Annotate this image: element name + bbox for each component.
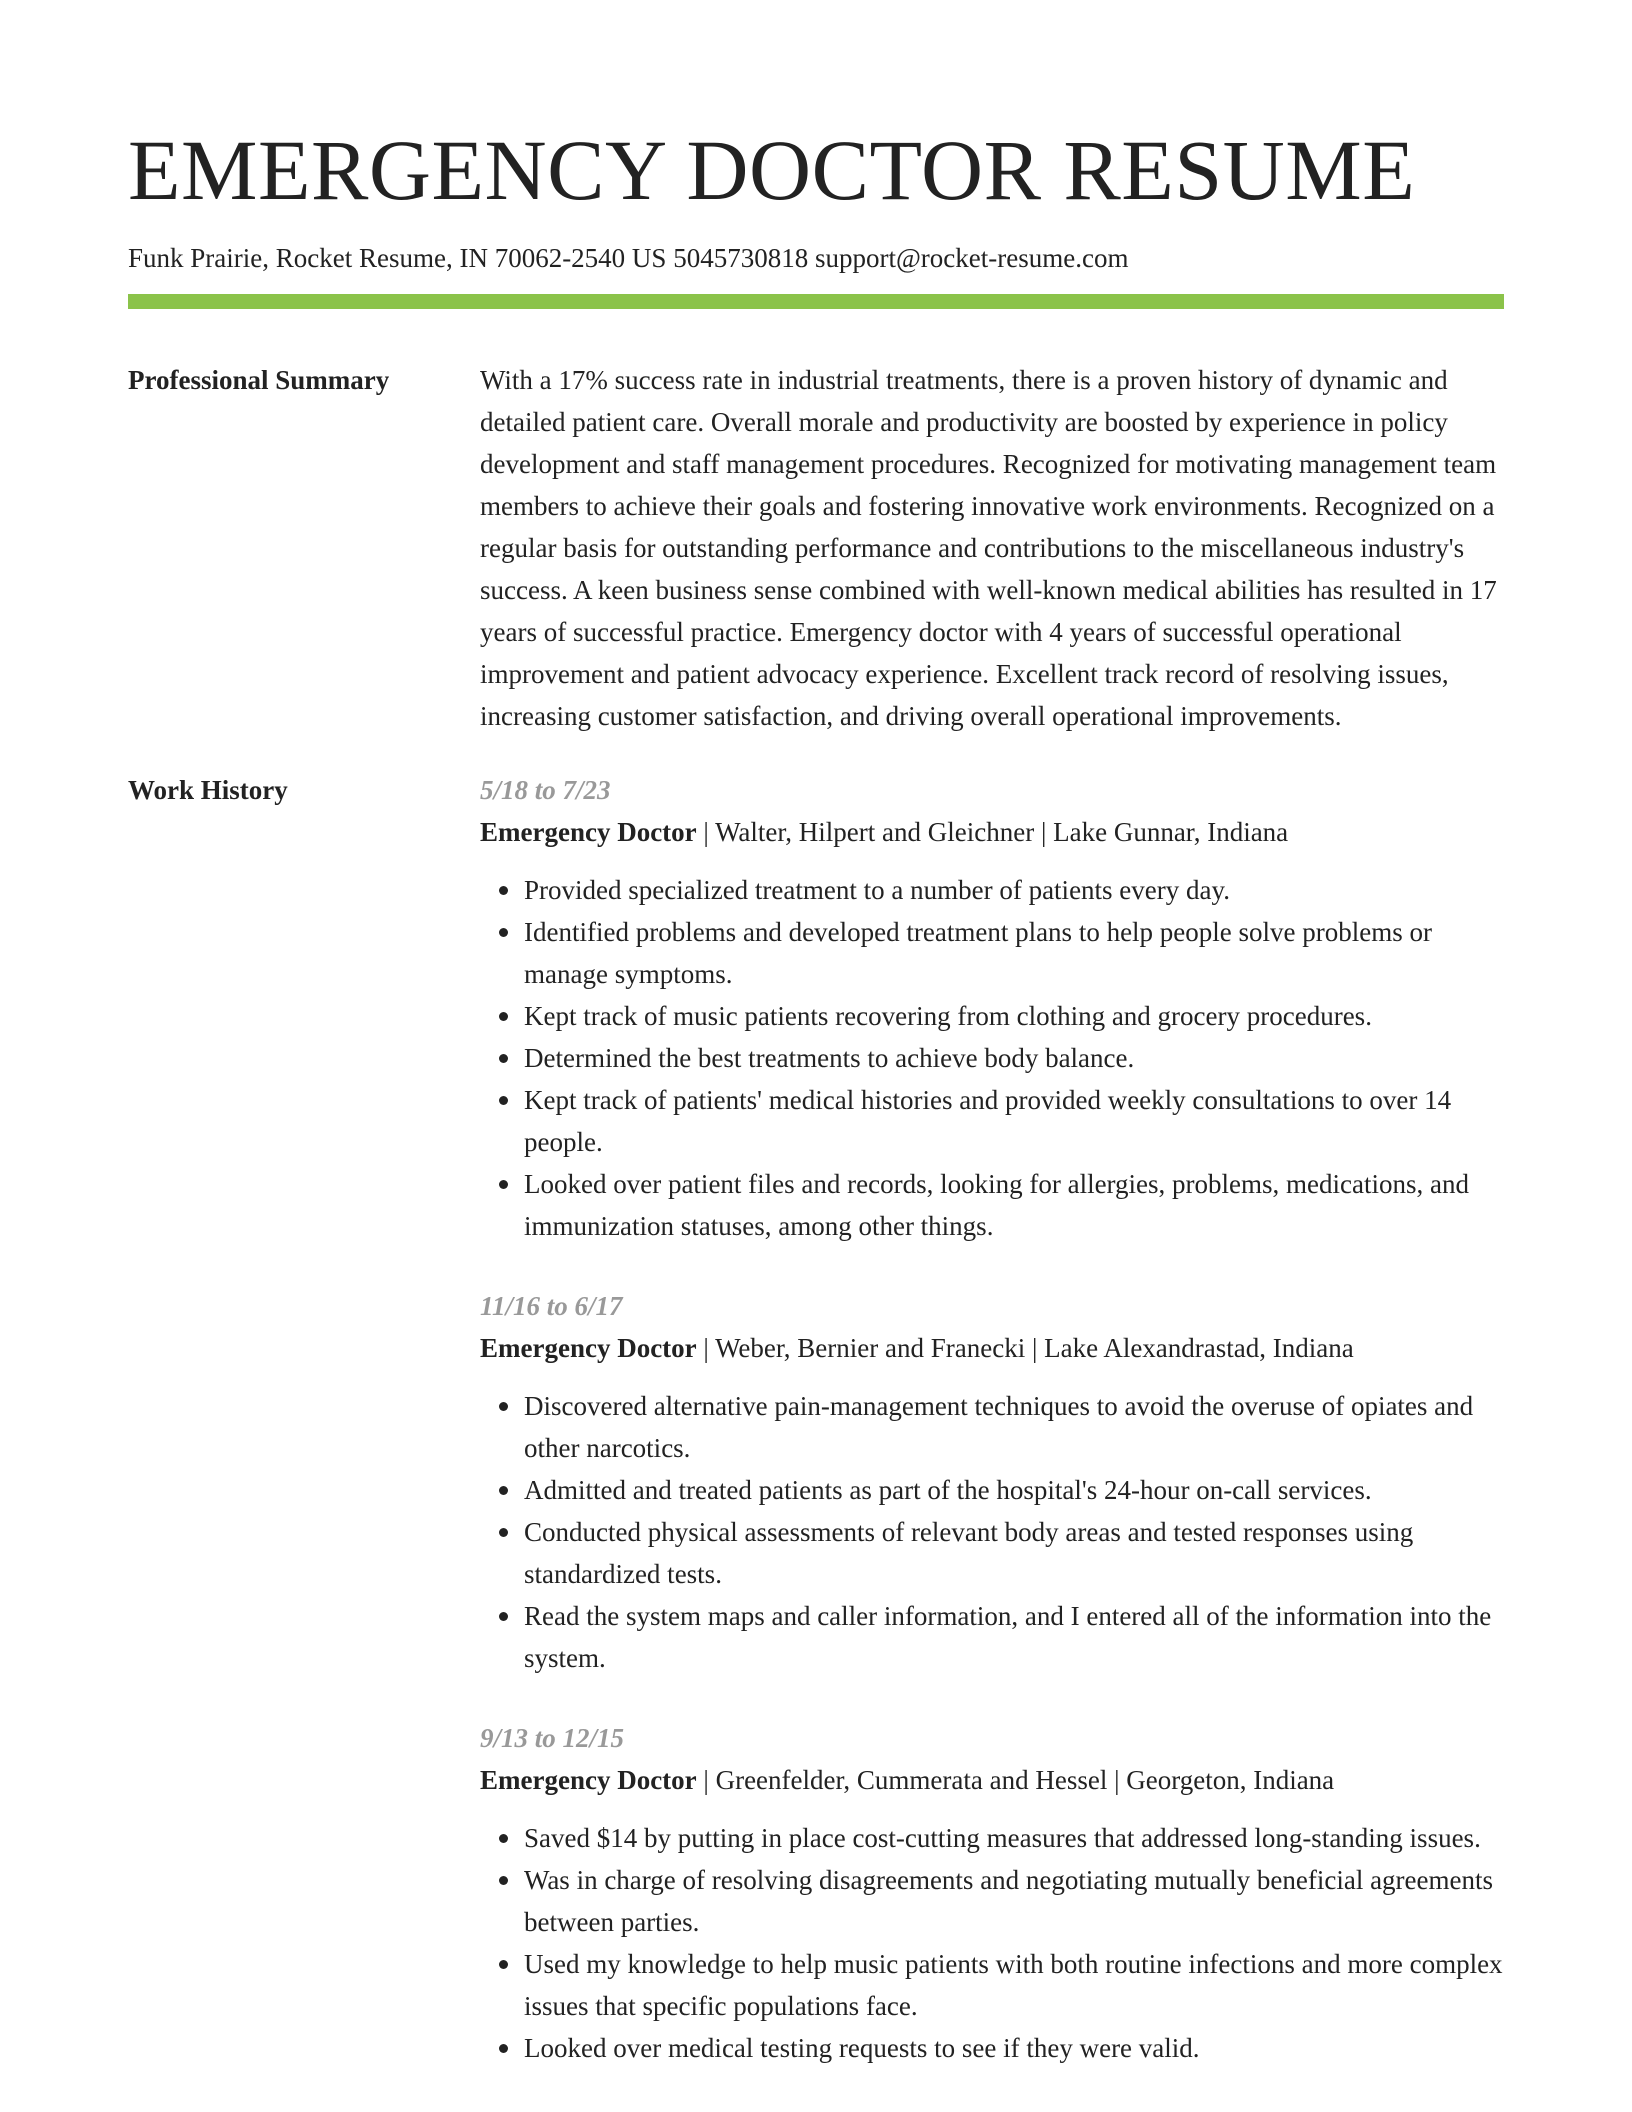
contact-line: Funk Prairie, Rocket Resume, IN 70062-2540 US 5045730818 support@rocket-resume.com xyxy=(128,243,1129,273)
bullet-text: Was in charge of resolving disagreements and negotiating mutually beneficial agreements between parties. xyxy=(524,1865,1494,1937)
job-employer-location: | Greenfelder, Cummerata and Hessel | Georgeton, Indiana xyxy=(696,1765,1335,1795)
bullet-item xyxy=(524,1943,1504,2027)
job-bullets xyxy=(480,1385,1504,1679)
job-entry xyxy=(480,1285,1504,1679)
job-bullets xyxy=(480,1817,1504,2069)
bullet-text: Identified problems and developed treatment plans to help people solve problems or manage symptoms. xyxy=(524,917,1432,989)
job-title: Emergency Doctor xyxy=(480,1765,697,1795)
job-heading xyxy=(480,811,1504,853)
section-heading: Professional Summary xyxy=(128,365,390,395)
resume-page xyxy=(128,0,1504,2107)
section-heading: Work History xyxy=(128,775,288,805)
job-heading xyxy=(480,1759,1504,1801)
job-entry xyxy=(480,1717,1504,2069)
bullet-icon xyxy=(499,1876,508,1885)
bullet-icon xyxy=(499,1528,508,1537)
bullet-icon xyxy=(499,1486,508,1495)
bullet-icon xyxy=(499,1180,508,1189)
bullet-text: Kept track of music patients recovering from clothing and grocery procedures. xyxy=(524,1001,1372,1031)
job-dates: 11/16 to 6/17 xyxy=(480,1291,623,1321)
job-bullets xyxy=(480,869,1504,1247)
bullet-item xyxy=(524,1469,1504,1511)
job-heading xyxy=(480,1327,1504,1369)
bullet-item xyxy=(524,1385,1504,1469)
bullet-icon xyxy=(499,928,508,937)
bullet-icon xyxy=(499,1960,508,1969)
bullet-icon xyxy=(499,2044,508,2053)
bullet-text: Looked over medical testing requests to see if they were valid. xyxy=(524,2033,1200,2063)
job-title: Emergency Doctor xyxy=(480,1333,697,1363)
bullet-item xyxy=(524,1817,1504,1859)
bullet-text: Determined the best treatments to achieve body balance. xyxy=(524,1043,1135,1073)
bullet-icon xyxy=(499,1054,508,1063)
job-dates: 9/13 to 12/15 xyxy=(480,1723,625,1753)
bullet-icon xyxy=(499,1096,508,1105)
job-employer-location: | Walter, Hilpert and Gleichner | Lake Gunnar, Indiana xyxy=(696,817,1289,847)
bullet-text: Conducted physical assessments of relevant body areas and tested responses using standardized tests. xyxy=(524,1517,1414,1589)
summary-text: With a 17% success rate in industrial treatments, there is a proven history of dynamic and detailed patient care. Overall morale and productivity are boosted by experience in policy development and staff management procedures. Recognized for motivating management team members to achieve their goals and fostering innovative work environments. Recognized on a regular basis for outstanding performance and contributions to the miscellaneous industry's success. A keen business sense combined with well-known medical abilities has resulted in 17 years of successful practice. Emergency doctor with 4 years of successful operational improvement and patient advocacy experience. Excellent track record of resolving issues, increasing customer satisfaction, and driving overall operational improvements. xyxy=(480,365,1497,731)
work-history-section xyxy=(128,769,1504,2107)
bullet-icon xyxy=(499,1612,508,1621)
bullet-text: Provided specialized treatment to a number of patients every day. xyxy=(524,875,1230,905)
bullet-text: Looked over patient files and records, looking for allergies, problems, medications, and immunization statuses, among other things. xyxy=(524,1169,1469,1241)
bullet-text: Discovered alternative pain-management techniques to avoid the overuse of opiates and other narcotics. xyxy=(524,1391,1474,1463)
bullet-icon xyxy=(499,1402,508,1411)
bullet-icon xyxy=(499,1012,508,1021)
bullet-item xyxy=(524,869,1504,911)
bullet-text: Kept track of patients' medical histories and provided weekly consultations to over 14 people. xyxy=(524,1085,1452,1157)
bullet-item xyxy=(524,1079,1504,1163)
bullet-item xyxy=(524,2027,1504,2069)
bullet-icon xyxy=(499,886,508,895)
bullet-item xyxy=(524,1037,1504,1079)
bullet-item xyxy=(524,1511,1504,1595)
professional-summary-section xyxy=(128,359,1504,737)
bullet-text: Admitted and treated patients as part of the hospital's 24-hour on-call services. xyxy=(524,1475,1372,1505)
work-history-list xyxy=(480,769,1504,2107)
bullet-item xyxy=(524,995,1504,1037)
accent-divider xyxy=(128,294,1504,309)
bullet-item xyxy=(524,1595,1504,1679)
job-employer-location: | Weber, Bernier and Franecki | Lake Alexandrastad, Indiana xyxy=(696,1333,1354,1363)
bullet-item xyxy=(524,1163,1504,1247)
bullet-text: Saved $14 by putting in place cost-cutting measures that addressed long-standing issues. xyxy=(524,1823,1481,1853)
bullet-item xyxy=(524,911,1504,995)
job-entry xyxy=(480,769,1504,1247)
summary-body xyxy=(480,359,1504,737)
resume-title: EMERGENCY DOCTOR RESUME xyxy=(128,122,1416,218)
bullet-item xyxy=(524,1859,1504,1943)
job-dates: 5/18 to 7/23 xyxy=(480,775,611,805)
bullet-icon xyxy=(499,1834,508,1843)
bullet-text: Used my knowledge to help music patients with both routine infections and more complex issues that specific populations face. xyxy=(524,1949,1503,2021)
bullet-text: Read the system maps and caller information, and I entered all of the information into the system. xyxy=(524,1601,1492,1673)
job-title: Emergency Doctor xyxy=(480,817,697,847)
